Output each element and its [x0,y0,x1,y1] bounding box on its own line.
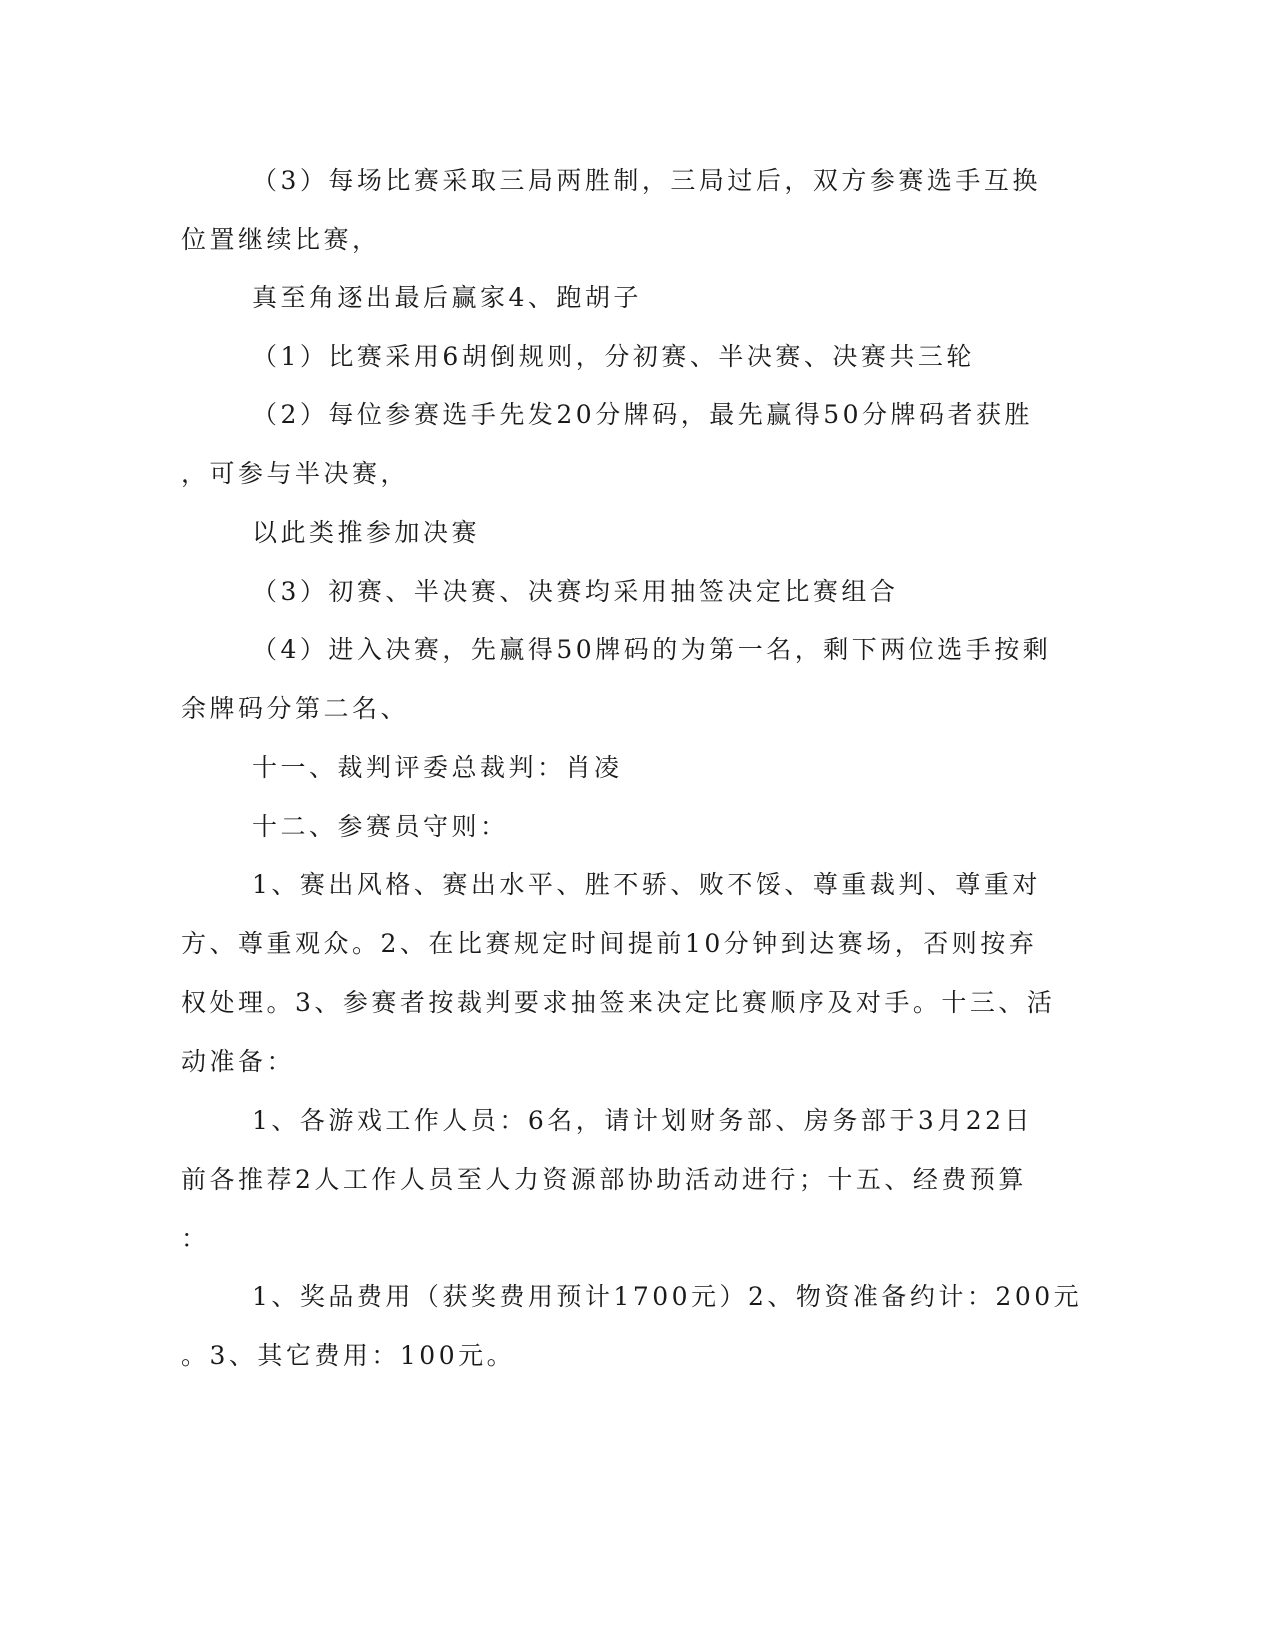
text-line: 余牌码分第二名、 [181,694,410,723]
text-line: （4）进入决赛，先赢得50牌码的为第一名，剩下两位选手按剩 [252,635,1052,664]
text-line: （3）每场比赛采取三局两胜制，三局过后，双方参赛选手互换 [252,166,1041,195]
text-line: 1、赛出风格、赛出水平、胜不骄、败不馁、尊重裁判、尊重对 [252,870,1041,899]
text-line: 方、尊重观众。2、在比赛规定时间提前10分钟到达赛场，否则按弃 [181,929,1038,958]
text-line: 十二、参赛员守则： [252,812,509,841]
text-line: 1、奖品费用（获奖费用预计1700元）2、物资准备约计：200元 [252,1282,1083,1311]
text-line: ： [181,1224,210,1253]
text-line: ，可参与半决赛， [181,459,410,488]
text-line: （2）每位参赛选手先发20分牌码，最先赢得50分牌码者获胜 [252,400,1034,429]
text-line: 。3、其它费用：100元。 [181,1341,516,1370]
text-line: 十一、裁判评委总裁判：肖凌 [252,753,623,782]
text-line: （1）比赛采用6胡倒规则，分初赛、半决赛、决赛共三轮 [252,342,975,371]
text-line: 前各推荐2人工作人员至人力资源部协助活动进行；十五、经费预算 [181,1165,1027,1194]
text-line: 1、各游戏工作人员：6名，请计划财务部、房务部于3月22日 [252,1106,1034,1135]
text-line: 真至角逐出最后赢家4、跑胡子 [252,283,642,312]
text-line: 位置继续比赛， [181,225,381,254]
text-line: 权处理。3、参赛者按裁判要求抽签来决定比赛顺序及对手。十三、活 [181,988,1056,1017]
text-line: 以此类推参加决赛 [252,518,481,547]
text-line: （3）初赛、半决赛、决赛均采用抽签决定比赛组合 [252,577,899,606]
text-line: 动准备： [181,1047,296,1076]
